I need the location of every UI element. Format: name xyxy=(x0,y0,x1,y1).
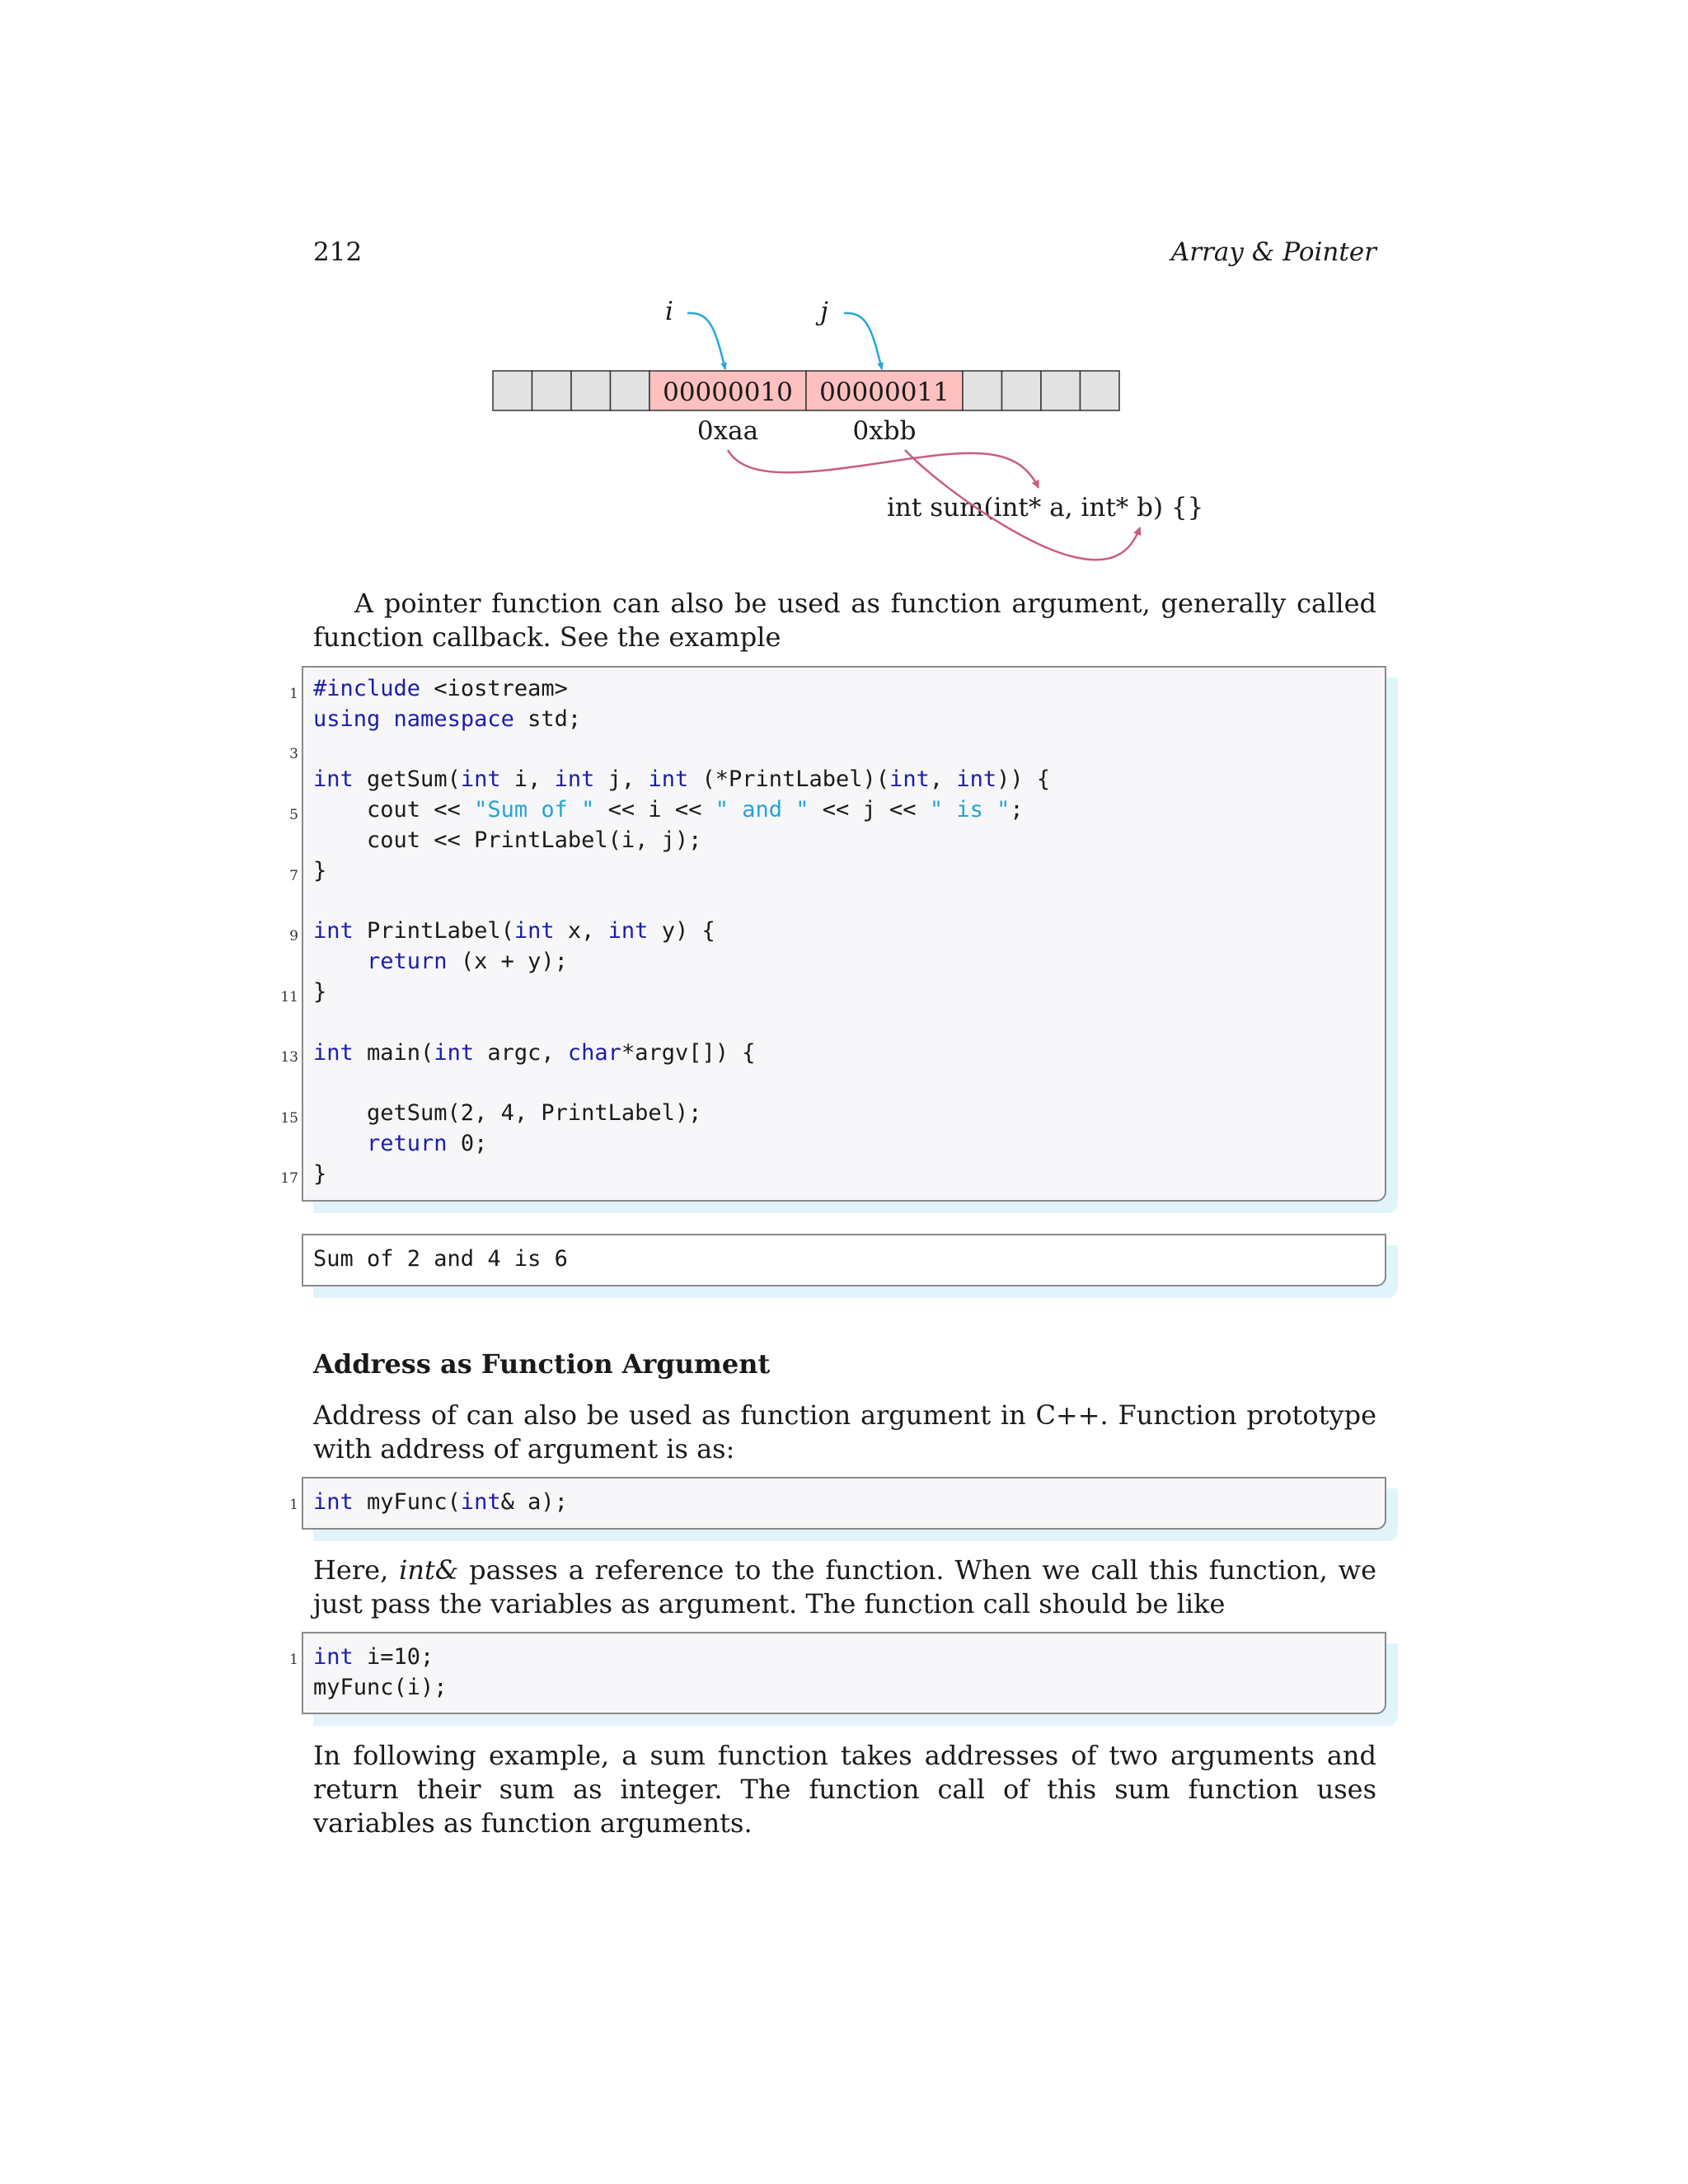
section-heading: Address as Function Argument xyxy=(313,1348,771,1380)
code-line: } xyxy=(313,1160,327,1187)
pointer-arrow-j xyxy=(844,313,882,369)
code-line: #include <iostream> xyxy=(313,676,568,701)
paragraph-sum-example: In following example, a sum function takes addresses of two arguments and return their sum as integer. The function call of this sum function uses variables as function arguments. xyxy=(313,1740,1376,1839)
code-block-call xyxy=(302,1632,1386,1714)
memory-cell xyxy=(493,371,532,410)
line-number: 7 xyxy=(289,868,298,884)
address-j: 0xbb xyxy=(852,416,917,446)
cell-j-value: 00000011 xyxy=(819,377,950,407)
memory-cell xyxy=(1002,371,1042,410)
code-line: return (x + y); xyxy=(367,949,568,975)
paragraph-address-intro: Address of can also be used as function argument in C++. Function prototype with address of argument is as: xyxy=(313,1399,1376,1465)
line-number: 9 xyxy=(289,928,298,944)
line-number: 13 xyxy=(280,1049,298,1066)
code-line: int getSum(int i, int j, int (*PrintLabel)(int, int)) { xyxy=(313,766,1051,793)
label-i: i xyxy=(665,297,673,326)
code-listing-prototype: int myFunc(int& a); xyxy=(313,1489,568,1515)
memory-cell xyxy=(611,371,650,410)
memory-cell xyxy=(571,371,611,410)
label-j: j xyxy=(820,297,828,326)
memory-cell xyxy=(1081,371,1120,410)
code-line: int i=10; xyxy=(313,1644,434,1670)
address-arrow-i xyxy=(728,450,1039,488)
pointer-arrow-i xyxy=(687,313,725,369)
memory-cells xyxy=(493,371,1119,410)
memory-cell xyxy=(963,371,1002,410)
code-line: getSum(2, 4, PrintLabel); xyxy=(313,1100,702,1127)
function-signature: int sum(int* a, int* b) {} xyxy=(887,493,1204,523)
code-line: cout << "Sum of " << i << " and " << j << " is "; xyxy=(313,797,1024,823)
code-listing-callback xyxy=(313,674,1050,1190)
page-number: 212 xyxy=(313,237,363,267)
memory-cell xyxy=(532,371,572,410)
paragraph-callback-intro: A pointer function can also be used as function argument, generally called function callback. See the example xyxy=(313,588,1376,653)
line-number: 1 xyxy=(289,1497,298,1513)
line-number: 5 xyxy=(289,807,298,823)
memory-cell xyxy=(1041,371,1081,410)
line-number: 3 xyxy=(289,746,298,762)
code-line: int main(int argc, char*argv[]) { xyxy=(313,1039,756,1066)
paragraph-reference: Here, int& passes a reference to the function. When we call this function, we just pass the variables as argument. The function call should be like xyxy=(313,1554,1377,1619)
code-listing-call xyxy=(313,1643,448,1704)
code-line: cout << PrintLabel(i, j); xyxy=(313,827,702,853)
code-line: myFunc(i); xyxy=(313,1674,448,1700)
memory-diagram xyxy=(0,0,1688,593)
code-line: } xyxy=(313,978,327,1005)
line-number: 1 xyxy=(289,1652,298,1668)
code-line: int PrintLabel(int x, int y) { xyxy=(313,918,715,944)
code-line: return 0; xyxy=(367,1130,488,1156)
running-title: Array & Pointer xyxy=(1170,237,1376,267)
line-number: 11 xyxy=(280,989,298,1005)
line-number: 1 xyxy=(289,686,298,702)
cell-i-value: 00000010 xyxy=(663,377,793,407)
line-number: 15 xyxy=(280,1110,298,1127)
code-line: using namespace std; xyxy=(313,705,582,732)
program-output: Sum of 2 and 4 is 6 xyxy=(313,1246,568,1272)
line-number: 17 xyxy=(280,1170,298,1187)
code-line: } xyxy=(313,857,327,883)
address-i: 0xaa xyxy=(696,416,759,446)
